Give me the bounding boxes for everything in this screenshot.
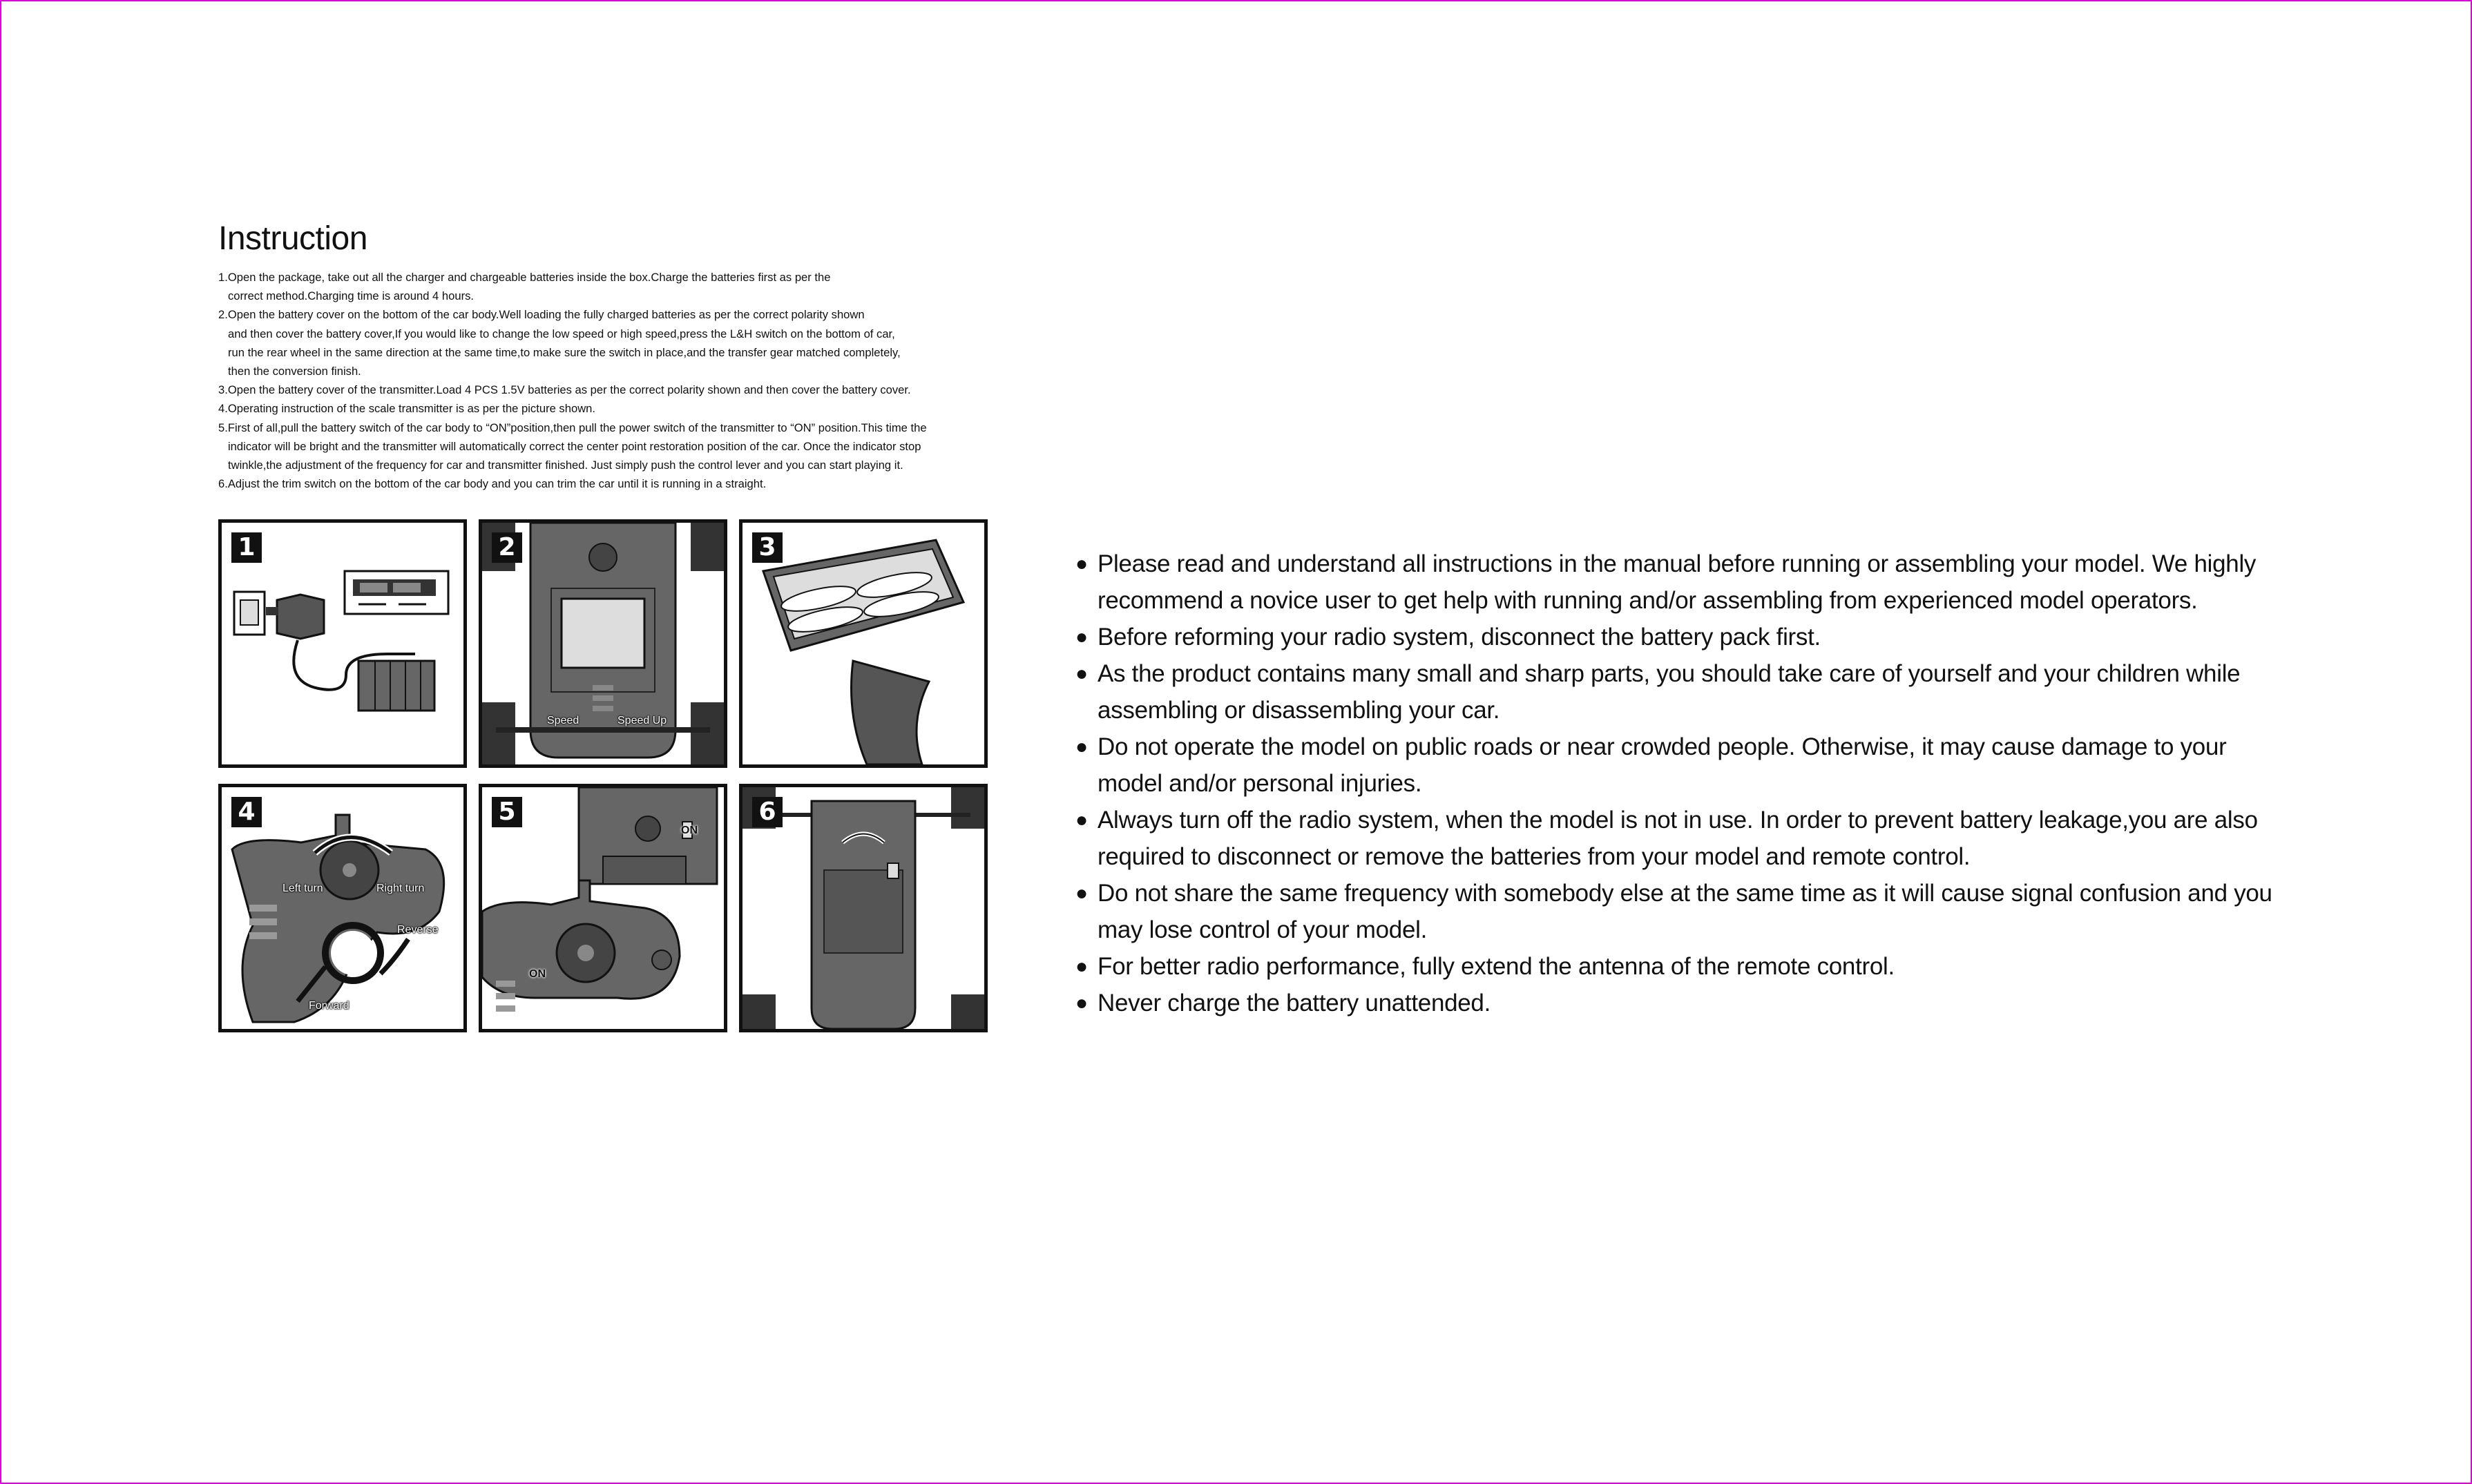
step-line: indicator will be bright and the transmitter will automatically correct the center point restoration position of the car. Once the indicator stop — [228, 439, 921, 453]
panel-3-transmitter-battery — [739, 519, 988, 768]
step-4 — [218, 399, 992, 418]
step-3 — [218, 380, 992, 399]
speed-up-label: Speed Up — [617, 715, 667, 726]
panel-number: 3 — [752, 532, 783, 563]
bullet-icon: ● — [1075, 955, 1088, 978]
step-line: 5.First of all,pull the battery switch of the car body to “ON”position,then pull the power switch of the transmitter to “ON” position.This time the — [218, 421, 927, 434]
bullet-icon: ● — [1075, 809, 1088, 831]
list-item: ● Never charge the battery unattended. — [1074, 985, 2290, 1021]
step-line: 4.Operating instruction of the scale transmitter is as per the picture shown. — [218, 402, 596, 416]
bullet-icon: ● — [1075, 626, 1088, 648]
left-turn-label: Left turn — [282, 883, 323, 894]
panel-5-power-switches — [479, 784, 727, 1032]
list-item: ● For better radio performance, fully extend the antenna of the remote control. — [1074, 948, 2290, 985]
list-item: ● Do not share the same frequency with somebody else at the same time as it will cause signal confusion and you may lose control of your model. — [1074, 875, 2290, 948]
step-6 — [218, 474, 992, 493]
on-label-car: ON — [681, 825, 698, 836]
instruction-steps — [218, 268, 992, 493]
bullet-icon: ● — [1075, 662, 1088, 685]
step-line: 6.Adjust the trim switch on the bottom of the car body and you can trim the car until it is running in a straight. — [218, 477, 767, 491]
bullet-icon: ● — [1075, 882, 1088, 905]
reverse-label: Reverse — [397, 924, 439, 936]
step-line: 1.Open the package, take out all the charger and chargeable batteries inside the box.Charge the batteries first as per the — [218, 271, 831, 284]
on-label-transmitter: ON — [529, 968, 546, 980]
step-line: twinkle,the adjustment of the frequency for car and transmitter finished. Just simply push the control lever and you can start playing it. — [228, 459, 903, 472]
list-item: ● Do not operate the model on public roads or near crowded people. Otherwise, it may cause damage to your model and/or personal injuries. — [1074, 729, 2290, 802]
panel-6-trim — [739, 784, 988, 1032]
step-5 — [218, 418, 992, 475]
panel-number: 1 — [231, 532, 262, 563]
list-item: ● Always turn off the radio system, when the model is not in use. In order to prevent battery leakage,you are also required to disconnect or remove the batteries from your model and remote control. — [1074, 802, 2290, 875]
step-1 — [218, 268, 992, 305]
panel-2-car-bottom — [479, 519, 727, 768]
panel-1-charging — [218, 519, 467, 768]
safety-notes — [1074, 546, 2290, 1021]
step-line: correct method.Charging time is around 4 hours. — [228, 289, 475, 303]
list-item: ● Before reforming your radio system, disconnect the battery pack first. — [1074, 619, 2290, 655]
bullet-icon: ● — [1075, 552, 1088, 575]
step-line: 2.Open the battery cover on the bottom of the car body.Well loading the fully charged batteries as per the correct polarity shown — [218, 308, 865, 322]
right-turn-label: Right turn — [376, 883, 425, 894]
forward-label: Forward — [309, 1000, 349, 1012]
panel-4-transmitter-controls — [218, 784, 467, 1032]
page-title: Instruction — [218, 220, 367, 257]
speed-label: Speed — [547, 715, 579, 726]
step-2 — [218, 305, 992, 380]
list-item: ● Please read and understand all instructions in the manual before running or assembling your model. We highly recommend a novice user to get help with running and/or assembling from experienced model operators. — [1074, 546, 2290, 619]
step-line: then the conversion finish. — [228, 365, 361, 378]
step-line: and then cover the battery cover,If you would like to change the low speed or high speed,press the L&H switch on the bottom of car, — [228, 327, 895, 340]
bullet-icon: ● — [1075, 735, 1088, 758]
bullet-icon: ● — [1075, 992, 1088, 1014]
panel-number: 4 — [231, 797, 262, 827]
panel-number: 2 — [492, 532, 522, 563]
panel-number: 6 — [752, 797, 783, 827]
step-line: 3.Open the battery cover of the transmitter.Load 4 PCS 1.5V batteries as per the correct polarity shown and then cover the battery cover. — [218, 383, 911, 397]
step-line: run the rear wheel in the same direction at the same time,to make sure the switch in place,and the transfer gear matched completely, — [228, 345, 901, 359]
panel-number: 5 — [492, 797, 522, 827]
list-item: ● As the product contains many small and sharp parts, you should take care of yourself and your children while assembling or disassembling your car. — [1074, 655, 2290, 729]
